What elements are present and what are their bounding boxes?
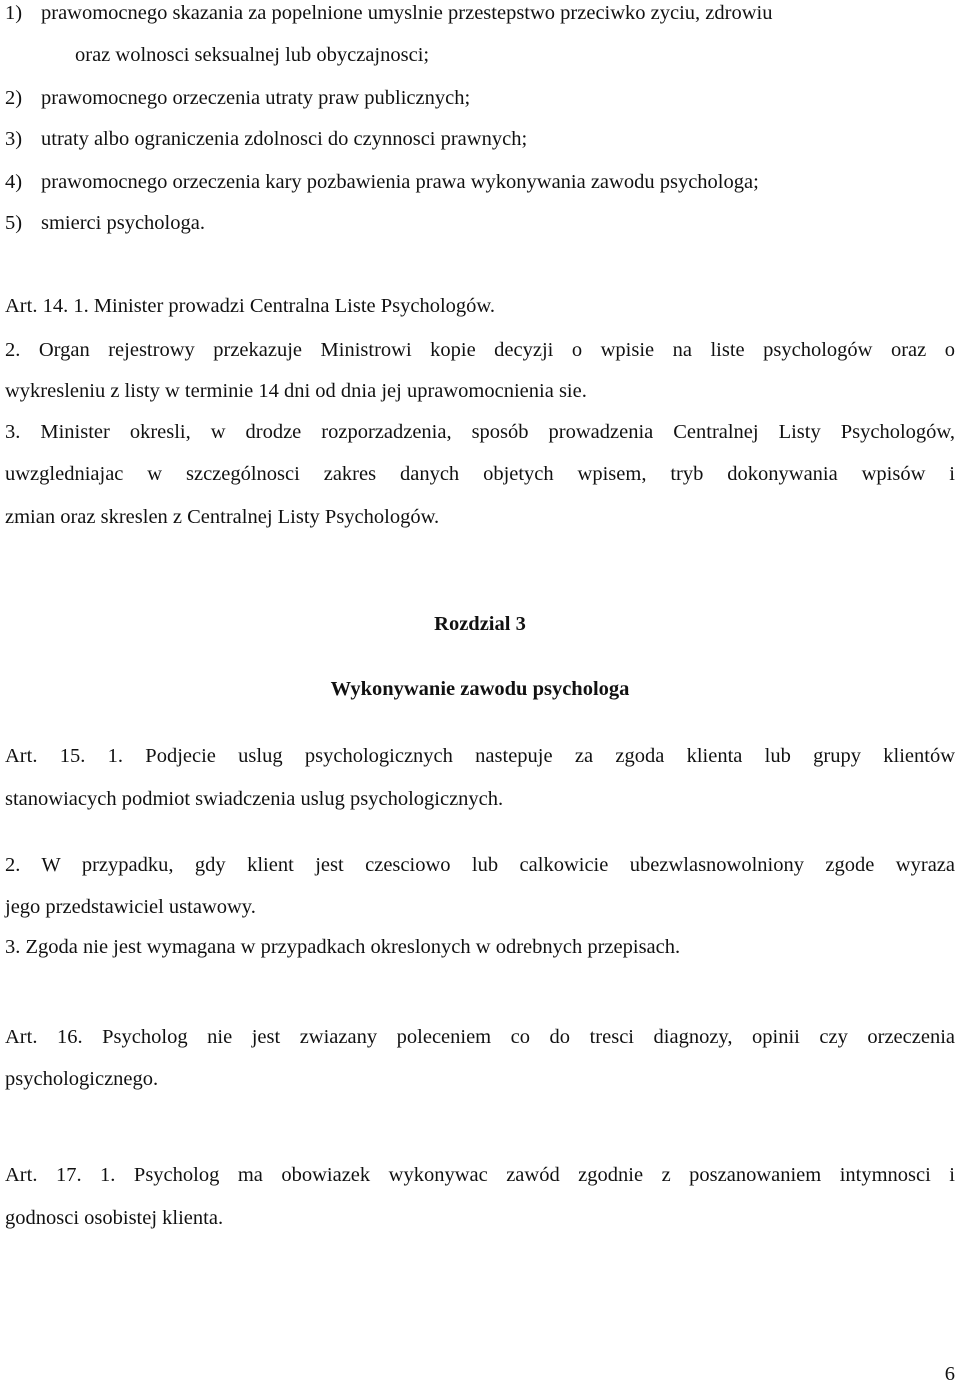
art17-line-2: godnosci osobistej klienta. bbox=[5, 1207, 224, 1229]
art16-line-1: Art. 16. Psycholog nie jest zwiazany poleceniem co do tresci diagnozy, opinii czy orzeczenia bbox=[5, 1026, 955, 1048]
chapter-title: Rozdzial 3 bbox=[434, 613, 526, 635]
list-item-1-line-1 bbox=[5, 1, 955, 25]
art17-line-1: Art. 17. 1. Psycholog ma obowiazek wykonywac zawód zgodnie z poszanowaniem intymnosci i bbox=[5, 1164, 955, 1186]
list-item-text: prawomocnego orzeczenia kary pozbawienia prawa wykonywania zawodu psychologa; bbox=[41, 171, 759, 193]
art15-paragraph-1-line-1: Art. 15. 1. Podjecie uslug psychologicznych nastepuje za zgoda klienta lub grupy klientów bbox=[5, 745, 955, 767]
art15-paragraph-3: 3. Zgoda nie jest wymagana w przypadkach okreslonych w odrebnych przepisach. bbox=[5, 936, 681, 958]
art14-paragraph-3-line-3: zmian oraz skreslen z Centralnej Listy Psychologów. bbox=[5, 506, 440, 528]
chapter-subtitle: Wykonywanie zawodu psychologa bbox=[330, 678, 630, 700]
list-item-text: oraz wolnosci seksualnej lub obyczajnosci; bbox=[75, 44, 430, 66]
art15-paragraph-2-line-1: 2. W przypadku, gdy klient jest czesciowo lub calkowicie ubezwlasnowolniony zgode wyraza bbox=[5, 854, 955, 876]
list-item-text: prawomocnego orzeczenia utraty praw publicznych; bbox=[41, 87, 471, 109]
list-item-text: utraty albo ograniczenia zdolnosci do czynnosci prawnych; bbox=[41, 128, 528, 150]
art15-paragraph-1-line-2: stanowiacych podmiot swiadczenia uslug psychologicznych. bbox=[5, 788, 504, 810]
list-item-number: 4) bbox=[5, 171, 23, 193]
list-item-1-line-2 bbox=[75, 43, 955, 67]
art14-paragraph-1: Art. 14. 1. Minister prowadzi Centralna Liste Psychologów. bbox=[5, 295, 496, 317]
art15-paragraph-2-line-2: jego przedstawiciel ustawowy. bbox=[5, 896, 256, 918]
art14-paragraph-2-line-1: 2. Organ rejestrowy przekazuje Ministrowi kopie decyzji o wpisie na liste psychologów oraz o bbox=[5, 339, 955, 361]
list-item-number: 5) bbox=[5, 212, 23, 234]
list-item-text: smierci psychologa. bbox=[41, 212, 205, 234]
art14-paragraph-3-line-2: uwzgledniajac w szczególnosci zakres danych objetych wpisem, tryb dokonywania wpisów i bbox=[5, 463, 955, 485]
art14-paragraph-2-line-2: wykresleniu z listy w terminie 14 dni od dnia jej uprawomocnienia sie. bbox=[5, 380, 587, 402]
list-item-5 bbox=[5, 211, 955, 235]
art16-line-2: psychologicznego. bbox=[5, 1068, 159, 1090]
page-number: 6 bbox=[944, 1363, 955, 1385]
list-item-number: 2) bbox=[5, 87, 23, 109]
list-item-number: 1) bbox=[5, 2, 23, 24]
list-item-4 bbox=[5, 170, 955, 194]
art14-paragraph-3-line-1: 3. Minister okresli, w drodze rozporzadzenia, sposób prowadzenia Centralnej Listy Psychologów, bbox=[5, 421, 955, 443]
list-item-text: prawomocnego skazania za popelnione umyslnie przestepstwo przeciwko zyciu, zdrowiu bbox=[41, 2, 773, 24]
list-item-number: 3) bbox=[5, 128, 23, 150]
list-item-3 bbox=[5, 127, 955, 151]
list-item-2 bbox=[5, 86, 955, 110]
